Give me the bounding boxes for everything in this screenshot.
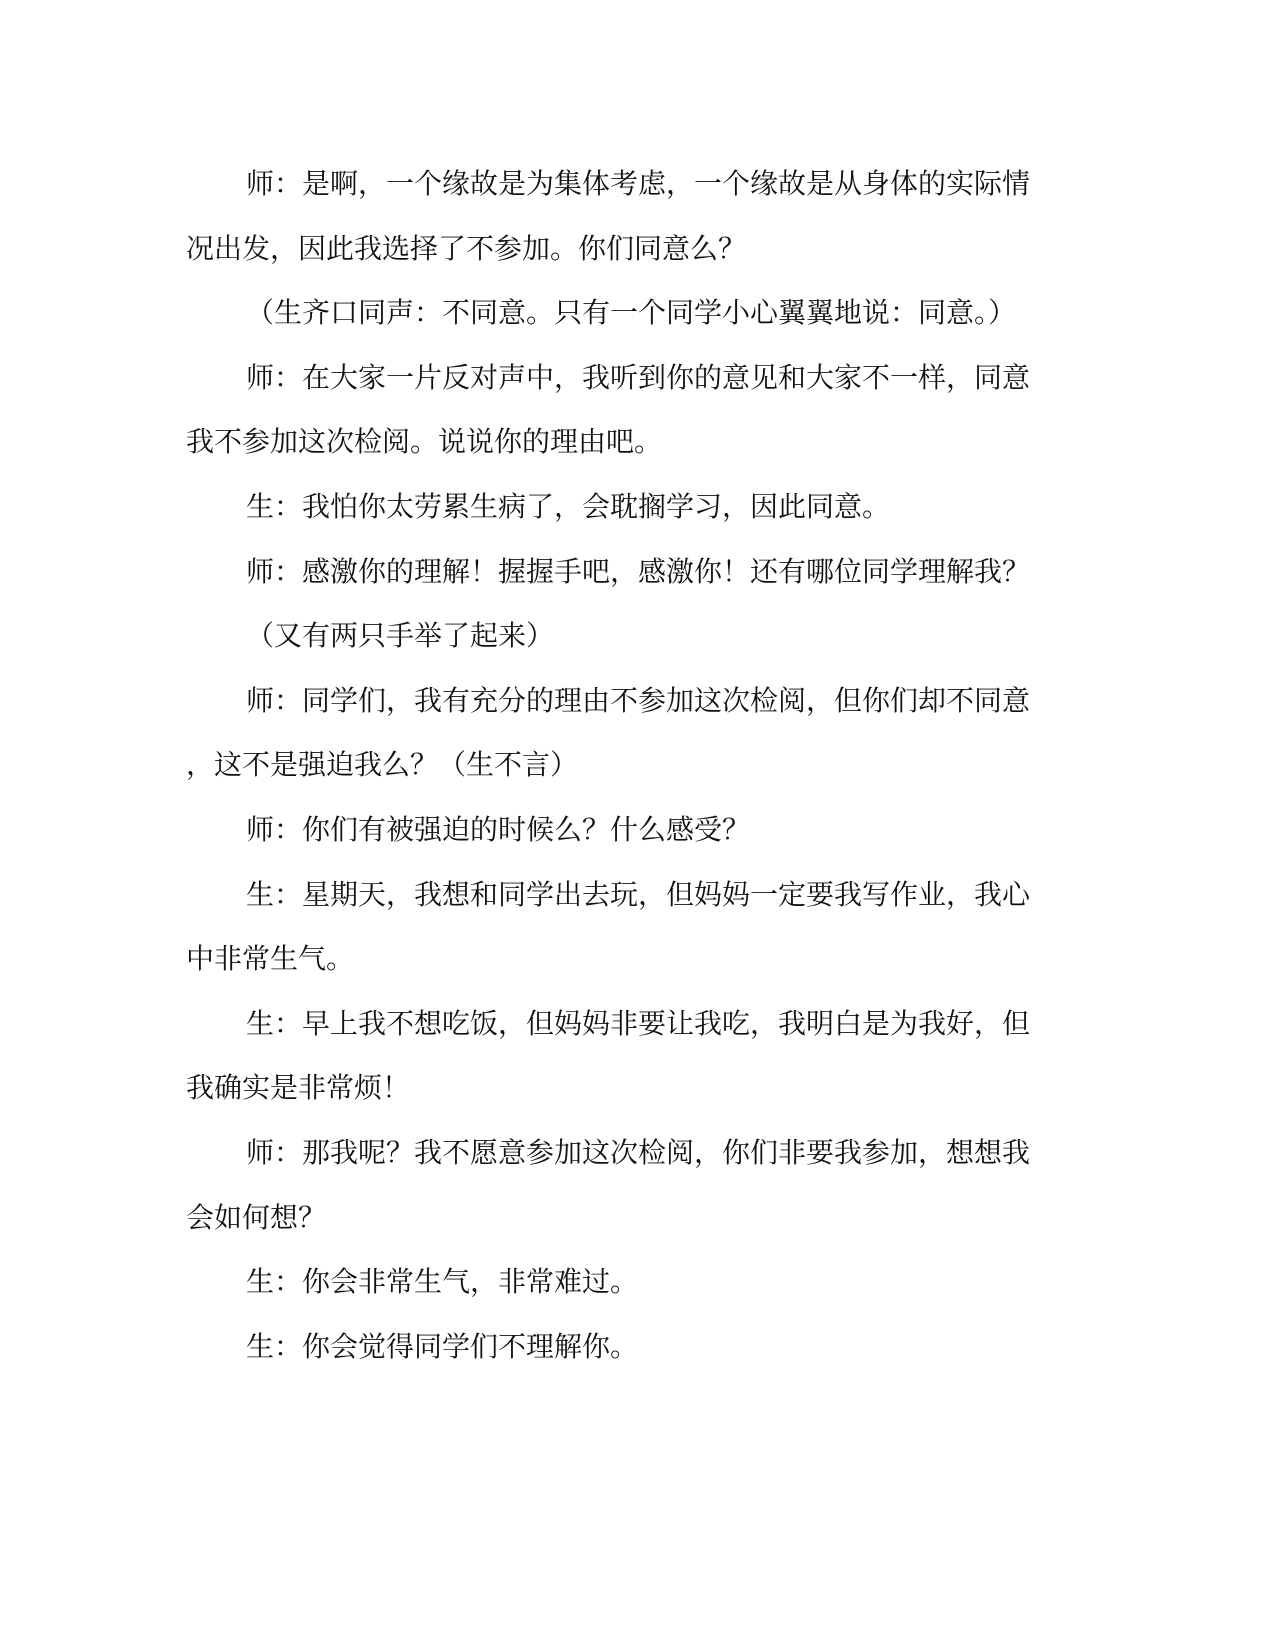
text-line: 师：在大家一片反对声中，我听到你的意见和大家不一样，同意 (246, 360, 1031, 394)
text-line: 生：你会非常生气，非常难过。 (246, 1265, 639, 1299)
text-line: 我不参加这次检阅。说说你的理由吧。 (186, 425, 663, 459)
text-line: ，这不是强迫我么？（生不言） (186, 748, 579, 782)
text-line: 生：你会觉得同学们不理解你。 (246, 1329, 639, 1363)
text-line: （又有两只手举了起来） (246, 619, 555, 653)
text-line: 生：早上我不想吃饭，但妈妈非要让我吃，我明白是为我好，但 (246, 1006, 1031, 1040)
text-line: 师：是啊，一个缘故是为集体考虑，一个缘故是从身体的实际情 (246, 167, 1031, 200)
text-line: （生齐口同声：不同意。只有一个同学小心翼翼地说：同意。） (246, 296, 1017, 330)
text-line: 我确实是非常烦！ (186, 1071, 411, 1105)
text-line: 师：你们有被强迫的时候么？什么感受？ (246, 812, 751, 846)
text-line: 会如何想？ (186, 1200, 327, 1234)
text-line: 师：那我呢？我不愿意参加这次检阅，你们非要我参加，想想我 (246, 1135, 1031, 1169)
text-line: 况出发，因此我选择了不参加。你们同意么？ (186, 231, 747, 265)
text-line: 中非常生气。 (186, 942, 355, 976)
text-line: 师：同学们，我有充分的理由不参加这次检阅，但你们却不同意 (246, 683, 1031, 717)
document-body (186, 152, 1066, 1379)
text-line: 生：星期天，我想和同学出去玩，但妈妈一定要我写作业，我心 (246, 877, 1031, 911)
text-line: 生：我怕你太劳累生病了，会耽搁学习，因此同意。 (246, 489, 891, 523)
text-line: 师：感激你的理解！握握手吧，感激你！还有哪位同学理解我？ (246, 554, 1031, 588)
